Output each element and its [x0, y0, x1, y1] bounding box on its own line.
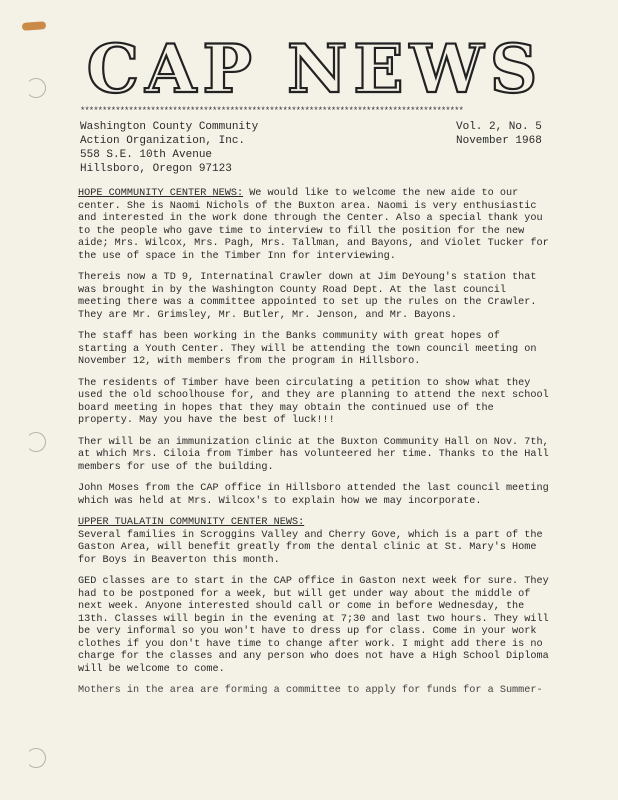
rust-stain — [22, 21, 46, 31]
star-divider: *************************************************************************************** — [80, 106, 463, 116]
paragraph — [78, 188, 553, 263]
masthead-lettering — [86, 30, 544, 110]
organization-address — [80, 120, 380, 176]
paragraph: Thereis now a TD 9, Internatinal Crawler down at Jim DeYoung's station that was brought in by the Washington County Road Dept. At the last council meeting there was a committee appointed to set up the rules on the Crawler. They are Mr. Grimsley, Mr. Butler, Mr. Jenson, and Mr. Bayons. — [78, 272, 537, 321]
masthead-logo — [86, 30, 544, 110]
masthead-title: CAP NEWS — [86, 30, 544, 108]
paragraph-text: We would like to welcome the new aide to our center. She is Naomi Nichols of the Buxton area. Naomi is very enthusiastic and interested in the work done through the Center. Also a special thank you to the people who gave time to interview to fill the position for the new aide; Mrs. Wilcox, Mrs. Pagh, Mrs. Tallman, and Bayons, and Violet Tucker for the use of space in the Timber Inn for interviewing. — [78, 188, 549, 262]
org-name-line: Washington County Community — [80, 121, 259, 133]
paragraph: Ther will be an immunization clinic at the Buxton Community Hall on Nov. 7th, at which Mrs. Ciloia from Timber has volunteered her time. Thanks to the Hall members for use of the building. — [78, 436, 549, 473]
paragraph: GED classes are to start in the CAP office in Gaston next week for sure. They had to be postponed for a week, but will get under way about the middle of next week. Anyone interested should call or come in before Wednesday, the 13th. Classes will begin in the evening at 7;30 and last two hours. They will be very informal so you won't have to dress up for class. Come in your work clothes if you don't have time to change after work. I might add there is no charge for the classes and any person who does not have a High School Diploma will be welcome to come. — [78, 576, 549, 675]
org-street: 558 S.E. 10th Avenue — [80, 149, 213, 161]
punch-hole-mark — [26, 748, 46, 768]
section-heading: UPPER TUALATIN COMMUNITY CENTER NEWS: — [78, 517, 305, 528]
paragraph: Mothers in the area are forming a committee to apply for funds for a Summer- — [78, 685, 543, 696]
paragraph: Several families in Scroggins Valley and Cherry Gove, which is a part of the Gaston Area, will benefit greatly from the dental clinic at St. Mary's Home for Boys in Beaverton this month. — [78, 529, 543, 566]
issue-date: November 1968 — [456, 135, 542, 147]
article-body — [78, 188, 553, 707]
org-city: Hillsboro, Oregon 97123 — [80, 163, 232, 175]
org-name-line: Action Organization, Inc. — [80, 135, 246, 147]
issue-volume: Vol. 2, No. 5 — [456, 121, 542, 133]
paragraph: The staff has been working in the Banks community with great hopes of starting a Youth Center. They will be attending the town council meeting on November 12, with members from the program in Hillsboro. — [78, 331, 537, 367]
section-heading: HOPE COMMUNITY CENTER NEWS: — [78, 188, 244, 199]
paragraph: The residents of Timber have been circulating a petition to show what they used the old schoolhouse for, and they are planning to attend the next school board meeting in hopes that they may obtain the continued use of the property. May you have the best of luck!!! — [78, 377, 549, 426]
punch-hole-mark — [26, 432, 46, 452]
paragraph: John Moses from the CAP office in Hillsboro attended the last council meeting which was held at Mrs. Wilcox's to explain how we may incorporate. — [78, 483, 549, 507]
issue-info — [456, 120, 542, 148]
punch-hole-mark — [26, 78, 46, 98]
